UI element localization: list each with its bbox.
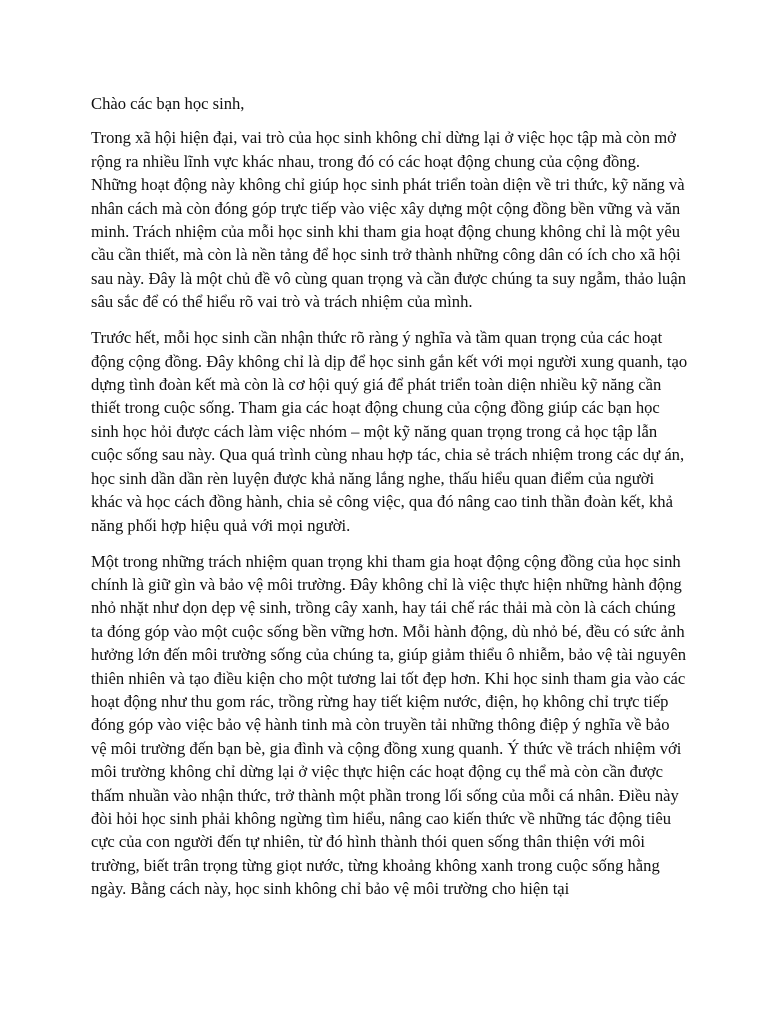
document-body [91, 92, 688, 901]
greeting-line: Chào các bạn học sinh, [91, 94, 245, 113]
paragraph-community-awareness: Trước hết, mỗi học sinh cần nhận thức rõ ràng ý nghĩa và tầm quan trọng của các hoạt động cộng đồng. Đây không chỉ là dịp để học sinh gắn kết với mọi người xung quanh, tạo dựng tình đoàn kết mà còn là cơ hội quý giá để phát triển toàn diện nhiều kỹ năng cần thiết trong cuộc sống. Tham gia các hoạt động chung của cộng đồng giúp các bạn học sinh học hỏi được cách làm việc nhóm – một kỹ năng quan trọng trong cả học tập lẫn cuộc sống sau này. Qua quá trình cùng nhau hợp tác, chia sẻ trách nhiệm trong các dự án, học sinh dần dần rèn luyện được khả năng lắng nghe, thấu hiểu quan điểm của người khác và học cách đồng hành, chia sẻ công việc, qua đó nâng cao tinh thần đoàn kết, khả năng phối hợp hiệu quả với mọi người. [91, 328, 688, 535]
paragraph-intro: Trong xã hội hiện đại, vai trò của học sinh không chỉ dừng lại ở việc học tập mà còn mở rộng ra nhiều lĩnh vực khác nhau, trong đó có các hoạt động chung của cộng đồng. Những hoạt động này không chỉ giúp học sinh phát triển toàn diện về tri thức, kỹ năng và nhân cách mà còn đóng góp trực tiếp vào việc xây dựng một cộng đồng bền vững và văn minh. Trách nhiệm của mỗi học sinh khi tham gia hoạt động chung không chỉ là một yêu cầu cần thiết, mà còn là nền tảng để học sinh trở thành những công dân có ích cho xã hội sau này. Đây là một chủ đề vô cùng quan trọng và cần được chúng ta suy ngẫm, thảo luận sâu sắc để có thể hiểu rõ vai trò và trách nhiệm của mình. [91, 128, 687, 312]
paragraph-environment: Một trong những trách nhiệm quan trọng khi tham gia hoạt động cộng đồng của học sinh chính là giữ gìn và bảo vệ môi trường. Đây không chỉ là việc thực hiện những hành động nhỏ nhặt như dọn dẹp vệ sinh, trồng cây xanh, hay tái chế rác thải mà còn là cách chúng ta đóng góp vào một cuộc sống bền vững hơn. Mỗi hành động, dù nhỏ bé, đều có sức ảnh hưởng lớn đến môi trường sống của chúng ta, giúp giảm thiểu ô nhiễm, bảo vệ tài nguyên thiên nhiên và tạo điều kiện cho một tương lai tốt đẹp hơn. Khi học sinh tham gia vào các hoạt động như thu gom rác, trồng rừng hay tiết kiệm nước, điện, họ không chỉ trực tiếp đóng góp vào việc bảo vệ hành tinh mà còn truyền tải những thông điệp ý nghĩa về bảo vệ môi trường đến bạn bè, gia đình và cộng đồng xung quanh. Ý thức về trách nhiệm với môi trường không chỉ dừng lại ở việc thực hiện các hoạt động cụ thể mà còn cần được thấm nhuần vào nhận thức, trở thành một phần trong lối sống của mỗi cá nhân. Điều này đòi hỏi học sinh phải không ngừng tìm hiểu, nâng cao kiến thức về những tác động tiêu cực của con người đến tự nhiên, từ đó hình thành thói quen sống thân thiện với môi trường, biết trân trọng từng giọt nước, từng khoảng không xanh trong cuộc sống hằng ngày. Bằng cách này, học sinh không chỉ bảo vệ môi trường cho hiện tại [91, 551, 687, 899]
